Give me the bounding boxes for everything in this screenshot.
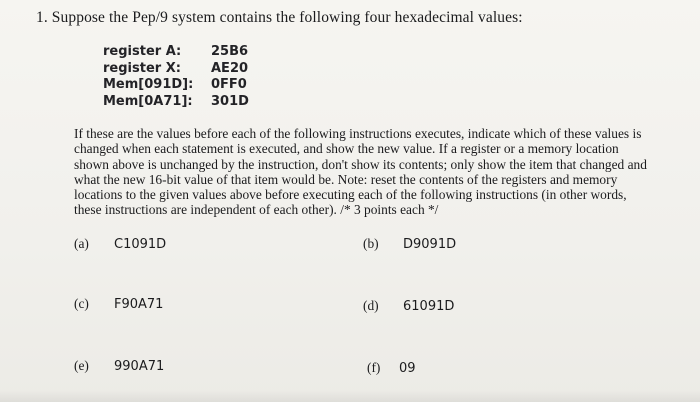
item-d: [363, 298, 454, 314]
register-value: AE20: [211, 60, 249, 76]
register-row: [103, 44, 249, 61]
page-shadow: [0, 390, 700, 402]
question-heading: 1. Suppose the Pep/9 system contains the following four hexadecimal values:: [36, 9, 523, 26]
instructions-line: these instructions are independent of each other). /* 3 points each */: [74, 202, 439, 218]
item-e: [74, 358, 164, 374]
instructions-line: locations to the given values above before executing each of the following instructions (in other words,: [74, 187, 627, 203]
item-letter: (b): [363, 236, 379, 251]
instructions-line: changed when each statement is executed, and show the new value. If a register or a memory location: [74, 141, 619, 157]
item-hex-instruction: C1091D: [114, 237, 167, 252]
item-hex-instruction: 09: [399, 361, 416, 376]
register-label: register A:: [103, 44, 182, 59]
register-row: [103, 61, 249, 78]
register-row: [103, 77, 249, 94]
item-hex-instruction: 990A71: [114, 359, 165, 374]
item-letter: (a): [74, 236, 89, 251]
item-b: [363, 236, 456, 252]
register-label: register X:: [103, 60, 181, 76]
item-letter: (e): [74, 358, 89, 373]
instructions-line: shown above is unchanged by the instruction, don't show its contents; only show the item that changed and: [74, 156, 647, 172]
instructions-line: If these are the values before each of the following instructions executes, indicate which of these values is: [74, 126, 642, 141]
item-letter: (c): [74, 296, 89, 311]
item-letter: (d): [363, 298, 379, 313]
item-f: [367, 360, 416, 376]
instructions-paragraph: [74, 126, 664, 218]
register-row: [103, 94, 249, 111]
register-value: 25B6: [211, 44, 249, 59]
register-value: 301D: [211, 93, 249, 109]
item-letter: (f): [367, 360, 381, 375]
item-c: [74, 296, 163, 312]
instructions-line: what the new 16-bit value of that item would be. Note: reset the contents of the registers and memory: [74, 171, 618, 187]
item-hex-instruction: 61091D: [403, 299, 455, 314]
register-values-block: [103, 44, 249, 110]
register-label: Mem[091D]:: [103, 77, 194, 93]
register-label: Mem[0A71]:: [103, 93, 193, 109]
item-hex-instruction: F90A71: [114, 297, 164, 312]
register-value: 0FF0: [211, 77, 247, 93]
item-a: [74, 236, 166, 252]
item-hex-instruction: D9091D: [403, 237, 457, 252]
